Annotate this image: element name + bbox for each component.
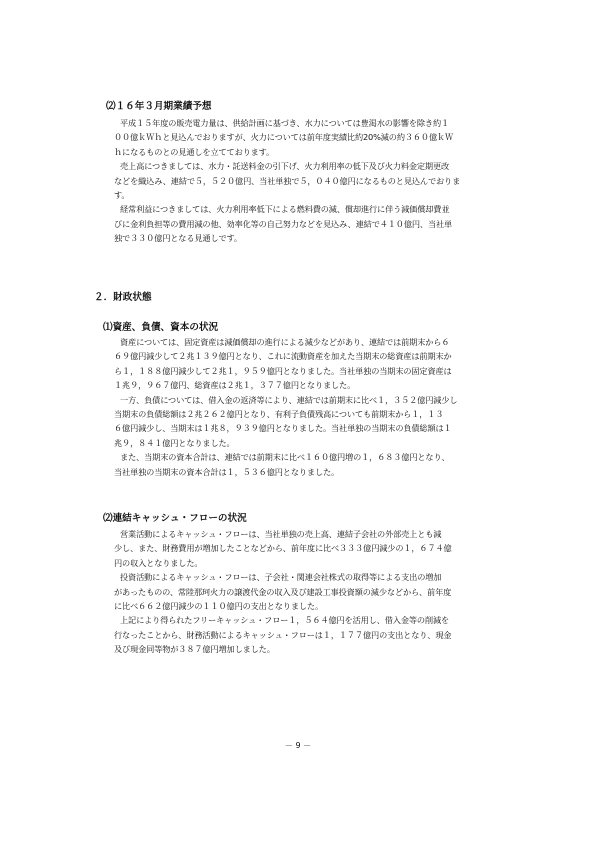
paragraph-line: 少し、また、財務費用が増加したことなどから、前年度に比べ３３３億円減少の１，６７４億: [114, 543, 452, 554]
paragraph-line: ら１，１８８億円減少して２兆１，９５９億円となりました。当社単独の当期末の固定資産は: [114, 365, 452, 376]
paragraph-line: 当期末の負債総額は２兆２６２億円となり、有利子負債残高についても前期末から１，１３: [114, 409, 444, 420]
paragraph-line: 独で３３０億円となる見通しです。: [114, 233, 242, 244]
paragraph-line: １兆９，９６７億円、総資産は２兆１，３７７億円となりました。: [114, 380, 356, 391]
paragraph-line: また、当期末の資本合計は、連結では前期末に比べ１６０億円増の１，６８３億円となり、: [120, 452, 450, 463]
paragraph-line: 投資活動によるキャッシュ・フローは、子会社・関連会社株式の取得等による支出の増加: [120, 572, 442, 583]
forecast-body: [114, 116, 460, 246]
paragraph-line: 一方、負債については、借入金の返済等により、連結では前期末に比べ１，３５２億円減少し: [120, 394, 458, 405]
paragraph-line: 営業活動によるキャッシュ・フローは、当社単独の売上高、連結子会社の外部売上とも減: [120, 529, 442, 539]
paragraph-line: 経常利益につきましては、火力利用率低下による燃料費の減、償却進行に伴う減価償却費並: [120, 204, 450, 215]
paragraph-line: 当社単独の当期末の資本合計は１，５３６億円となりました。: [114, 466, 340, 477]
subsection-heading-assets: ⑴資産、負債、資本の状況: [103, 322, 219, 333]
section-heading: ２．財政状態: [94, 292, 152, 303]
paragraph-line: ００億ｋＷｈと見込んでおりますが、火力については前年度実績比約20%減の約３６０億ｋＷ: [114, 132, 454, 143]
paragraph-line: 及び現金同等物が３８７億円増加しました。: [114, 644, 275, 655]
paragraph-line: 資産については、固定資産は減価償却の進行による減少などがあり、連結では前期末から６: [120, 337, 450, 347]
paragraph-line: ｈになるものとの見通しを立てております。: [114, 146, 275, 157]
paragraph-line: があったものの、常陸那珂火力の譲渡代金の収入及び建設工事投資額の減少などから、前年度: [114, 586, 452, 597]
page-number: － 9 －: [284, 741, 312, 750]
paragraph-line: に比べ６６２億円減少の１１０億円の支出となりました。: [114, 601, 323, 612]
assets-body: [114, 335, 457, 479]
paragraph-line: 兆９，８４１億円となりました。: [114, 437, 235, 448]
paragraph-line: 売上高につきましては、水力・託送料金の引下げ、火力利用率の低下及び火力料金定期更改: [120, 161, 450, 172]
subsection-heading-cashflow: ⑵連結キャッシュ・フローの状況: [103, 513, 247, 524]
paragraph-line: などを織込み、連結で５，５２０億円、当社単独で５，０４０億円になるものと見込んでおりま: [114, 175, 461, 186]
forecast-heading: ⑵１６年３月期業績予想: [106, 101, 212, 112]
paragraph-line: 平成１５年度の販売電力量は、供給計画に基づき、水力については豊渇水の影響を除き約１: [120, 118, 450, 128]
paragraph-line: びに金利負担等の費用減の他、効率化等の自己努力などを見込み、連結で４１０億円、当社単: [114, 218, 453, 229]
paragraph-line: ６億円減少し、当期末は１兆８，９３９億円となりました。当社単独の当期末の負債総額は１: [114, 423, 452, 434]
paragraph-line: ６９億円減少して２兆１３９億円となり、これに流動資産を加えた当期末の総資産は前期末か: [114, 351, 452, 362]
paragraph-line: す。: [114, 190, 130, 201]
cashflow-body: [114, 527, 452, 657]
paragraph-line: 上記により得られたフリーキャッシュ・フロー１，５６４億円を活用し、借入金等の削減を: [120, 615, 450, 626]
paragraph-line: 行なったことから、財務活動によるキャッシュ・フローは１，１７７億円の支出となり、現金: [114, 629, 452, 640]
paragraph-line: 円の収入となりました。: [114, 557, 203, 568]
